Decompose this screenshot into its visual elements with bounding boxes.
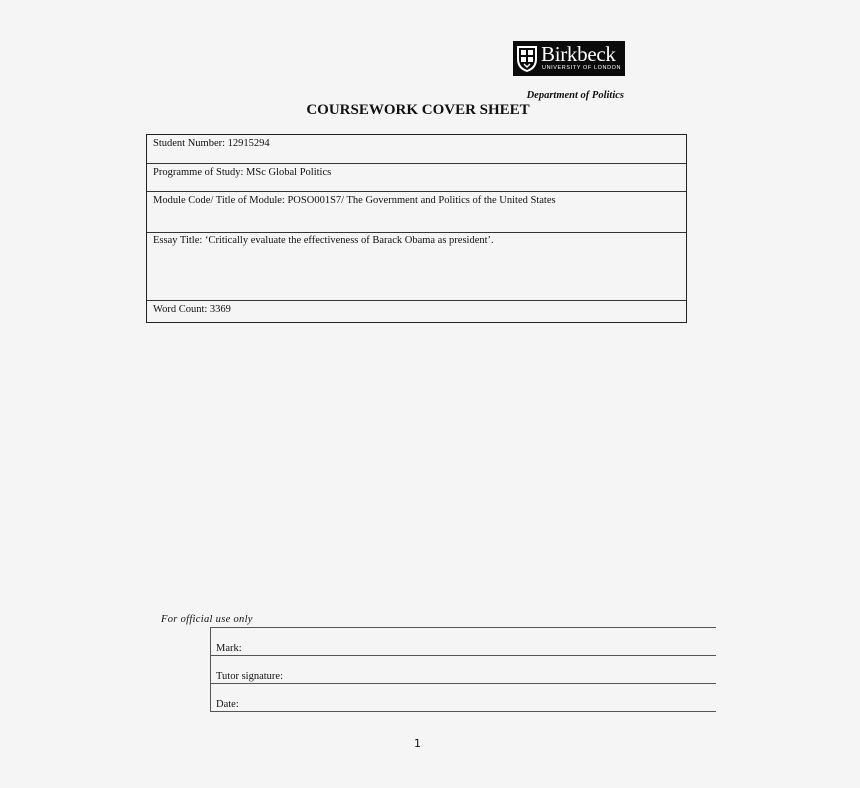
logo-subtext: UNIVERSITY OF LONDON [542,65,622,71]
department-name: Department of Politics [526,90,624,101]
date-label: Date: [216,699,239,710]
module-label: Module Code/ Title of Module: [153,195,285,206]
logo-wordmark: Birkbeck [541,42,616,66]
programme-row [147,164,686,192]
word-count-label: Word Count: [153,304,208,315]
page-title: COURSEWORK COVER SHEET [306,102,530,118]
student-number-value: 12915294 [227,138,270,149]
official-use-table [210,627,716,712]
tutor-signature-label: Tutor signature: [216,671,283,682]
essay-title-label: Essay Title: [153,235,203,246]
cover-sheet-table [146,134,687,323]
date-row [211,684,716,711]
word-count-row [147,301,686,322]
mark-row [211,628,716,656]
word-count-value: 3369 [209,304,231,315]
page-number: 1 [414,737,421,750]
tutor-signature-row [211,656,716,684]
student-number-row [147,135,686,164]
module-row [147,192,686,233]
essay-title-value: ‘Critically evaluate the effectiveness of Barack Obama as president’. [204,235,494,246]
programme-label: Programme of Study: [153,167,244,178]
mark-label: Mark: [216,643,242,654]
crest-icon [516,44,538,73]
module-value: POSO001S7/ The Government and Politics of the United States [287,195,556,206]
student-number-label: Student Number: [153,138,226,149]
birkbeck-logo [513,41,625,76]
essay-title-row [147,233,686,301]
programme-value: MSc Global Politics [246,167,332,178]
official-use-heading: For official use only [161,614,253,625]
